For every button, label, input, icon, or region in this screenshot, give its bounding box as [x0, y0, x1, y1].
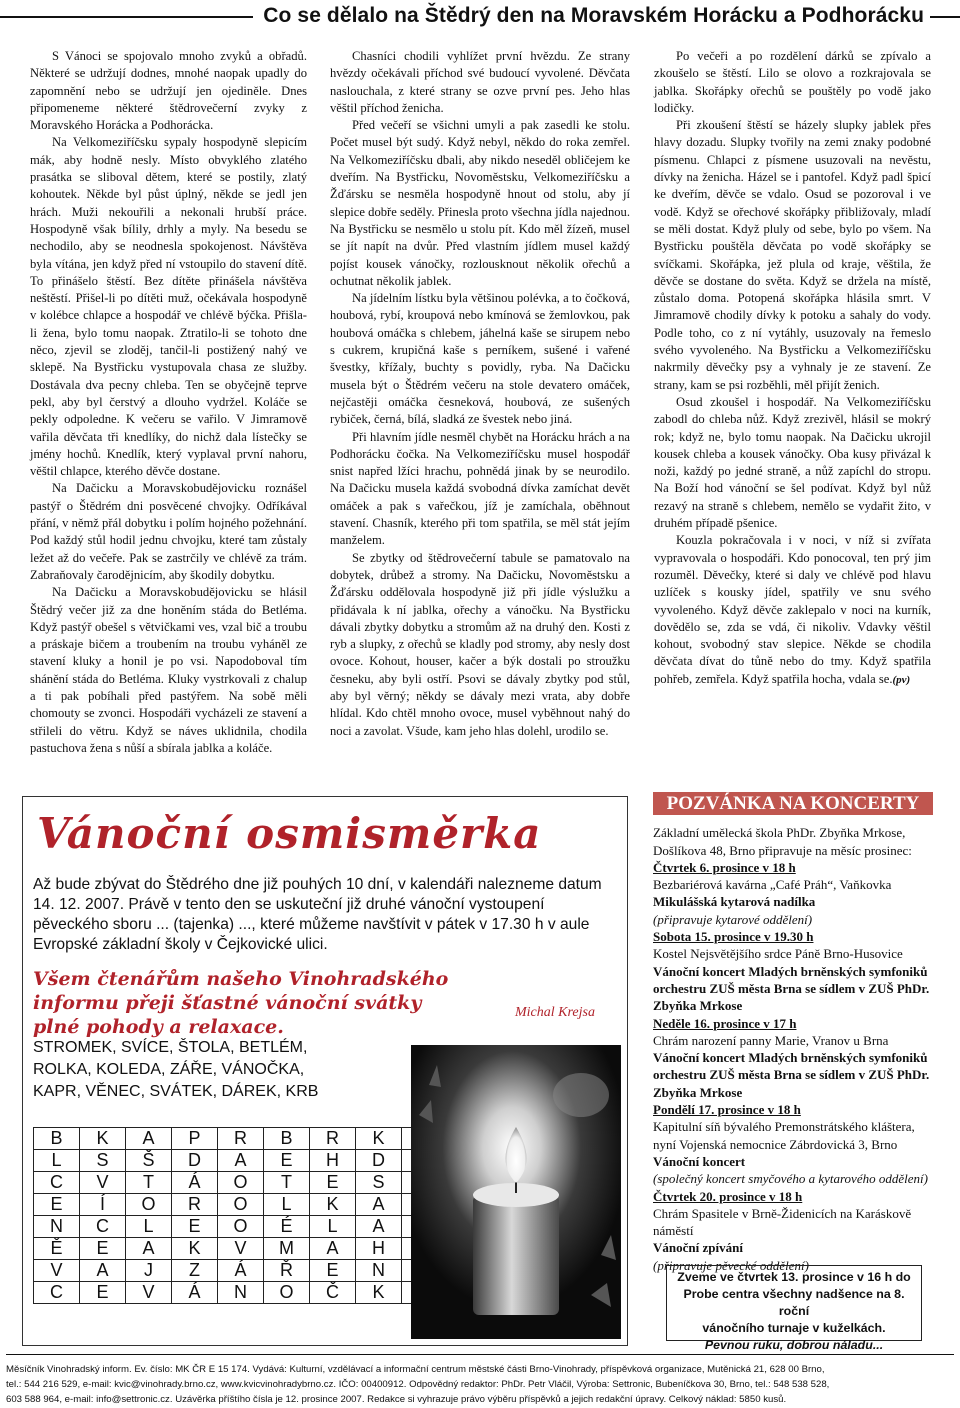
grid-cell: Č [310, 1282, 356, 1304]
grid-cell: R [172, 1194, 218, 1216]
grid-row [34, 1216, 448, 1238]
grid-cell: K [356, 1128, 402, 1150]
paragraph: Při hlavním jídle nesměl chybět na Horácku hrách a na Podhorácku čočka. Na Velkomeziříčsku musel hospodář snist napřed lžíci hrachu, pohnědá jinak by se neurodilo. Na Dačicku musela každá svobodná dívka zamíchat devět omáček a pak s vařečkou, jíž je zamíchala, oběhnout stavení. Chasník, kterého při tom spatřila, se měl stát jejím manželem. [330, 429, 630, 548]
grid-cell: H [356, 1238, 402, 1260]
word-search-intro: Až bude zbývat do Štědrého dne již pouhých 10 dní, v kalendáři nalezneme datum 14. 12. 2007. Právě v tento den se uskuteční již druhé vánoční vystoupení pěveckého sboru ... (tajenka) ..., které můžeme navštívit v pátek v 17.30 h v aule Evropské základní školy v Čejkovické ulici. [33, 876, 602, 953]
bowling-invitation [666, 1265, 922, 1352]
grid-cell: E [172, 1216, 218, 1238]
grid-cell: D [356, 1150, 402, 1172]
concerts-intro: Základní umělecká škola PhDr. Zbyňka Mrkose, Došlíkova 48, Brno připravuje na měsíc prosinec: [653, 825, 912, 858]
grid-cell: V [126, 1282, 172, 1304]
grid-cell: C [34, 1172, 80, 1194]
concert-title: Vánoční zpívání [653, 1240, 743, 1256]
concert-date: Neděle 16. prosince v 17 h [653, 1015, 797, 1031]
grid-row [34, 1172, 448, 1194]
candle-body [473, 1195, 559, 1315]
grid-cell: V [34, 1260, 80, 1282]
concert-place: Kapitulní síň bývalého Premonstrátského kláštera, nyní Vojenská nemocnice Zábrdovická 3, Brno [653, 1119, 915, 1152]
grid-cell: J [126, 1260, 172, 1282]
grid-cell: R [218, 1128, 264, 1150]
paragraph: Na Dačicku a Moravskobudějovicku roznášel pastýř o Štědrém dni posvěcené chvojky. Odříkával přání, v němž přál dobytku i polím hojného požehnání. Pod každý stůl hodil jednu chvojku, které tam zůstaly ležet až do večeře. Pak se zastrčily ve chlévě za trám. Zabraňovaly čarodějnicím, aby škodily dobytku. [30, 481, 308, 582]
grid-cell: A [356, 1216, 402, 1238]
paragraph: Na Dačicku a Moravskobudějovicku se hlásil Štědrý večer již za dne honěním stáda do Betléma. Když pastýř obešel s větvičkami ves, vzal bič a troubu a práskaje bičem a troubením na troubu vyháněl ze stavení kluky a honil je po vsi. Napodoboval tím shánění stáda do Betléma. Kluky vystrkovali z chalup a ti pak pobíhali před pastýřem. Na sobě měli chomouty se zvonci. Hospodáři vycházeli ze stavení a střileli do větru. Když se náves uklidnila, chodila pastuchova žena s nůší a sbírala jablka a koláče. [30, 585, 307, 755]
grid-cell: E [34, 1194, 80, 1216]
grid-cell: A [310, 1238, 356, 1260]
page-banner [0, 0, 960, 34]
grid-cell: S [356, 1172, 402, 1194]
concert-note: (společný koncert smyčového a kytarového oddělení) [653, 1171, 928, 1187]
imprint-footer [6, 1354, 954, 1407]
paragraph: Na Velkomeziříčsku sypaly hospodyně slepicím mák, aby hodně nesly. Místo obvyklého zlatého prasátka se sliboval dětem, které se postily, zlatý kohoutek. Někde byl půst úplný, někde se jedl jen hrách. Muži nekouřili a nekonali hrubší práce. Hospodyně však bílily, drhly a myly. Na besedu se nechodilo, aby se neodnesla spokojenost. Návštěva byla vítána, jen když před ní vstoupilo do stavení dítě. To přinášelo štěstí. Bez dítěte přinášela návštěva neštěstí. Přišel-li po dítěti muž, očekávala hospodyně v kolébce chlapce a hospodář ve chlévě býčka. Přišla-li žena, bylo tomu naopak. Ztratilo-li se tohoto dne něco, zjevil se zloděj, tančil-li postižený nahý ve sklepě. Na Bystřicku vystupovala chasa ze služby. Dostávala dva pecny chleba. Ten se obyčejně teprve pekl, aby byl čerstvý a dlouho vydržel. Koláče se pekly odpoledne. K večeru se vařilo. V Jimramově vařila děvčata tři knedlíky, do nichž dala lístečky se jmény hochů. Knedlík, který vyplaval první nahoru, věštil chlapce, kterého děvče dostane. [30, 135, 307, 479]
grid-cell: T [264, 1172, 310, 1194]
grid-cell: L [34, 1150, 80, 1172]
grid-cell: A [126, 1128, 172, 1150]
grid-row [34, 1260, 448, 1282]
grid-cell: C [34, 1282, 80, 1304]
grid-cell: A [356, 1194, 402, 1216]
concert-place: Bezbariérová kavárna „Café Práh“, Vaňkovka [653, 877, 892, 893]
grid-cell: É [264, 1216, 310, 1238]
paragraph: Na jídelním lístku byla většinou polévka, a to čočková, houbová, rybí, kroupová nebo kmínová se žemlovkou, pak houbová omáčka s chlebem, jáhelná kaše se sirupem nebo s cukrem, krupičná kaše s perníkem, sušené i vařené švestky, křížaly, buchty s povidly, ryba. Na Dačicku musela být o Štědrém večeru na stole devatero omáček, nejčastěji omáčka česneková, houbová, ze sušených rybiček, černá, bílá, sladká ze švestek nebo jiná. [330, 291, 630, 427]
paragraph: Po večeři a po rozdělení dárků se zpívalo a zkoušelo se štěstí. Lilo se olovo a rozkrajovala se jablka. Skořápky ořechů se pouštěly po vodě jako lodičky. [654, 49, 931, 115]
grid-cell: Á [218, 1260, 264, 1282]
grid-cell: L [126, 1216, 172, 1238]
grid-cell: K [356, 1282, 402, 1304]
concert-item [653, 1101, 933, 1187]
concert-place: Chrám Spasitele v Brně-Židenicích na Karáskově náměstí [653, 1205, 912, 1239]
paragraph: S Vánoci se spojovalo mnoho zvyků a obřadů. Některé se udržují dodnes, mnohé naopak upadly do zapomnění nebo se udržují jen ojediněle. Dnes připomeneme některé štědrovečerní zvyky z Moravského Horácka a Podhorácka. [30, 49, 307, 133]
grid-row [34, 1150, 448, 1172]
grid-cell: E [80, 1238, 126, 1260]
grid-cell: O [218, 1194, 264, 1216]
invitation-line: Zveme ve čtvrtek 13. prosince v 16 h do [677, 1270, 911, 1284]
invitation-line: vánočního turnaje v kuželkách. [702, 1321, 886, 1335]
footer-line: 603 588 964, e-mail: info@settronic.cz. Uzávěrka příštího čísla je 12. prosince 2007. Redakce si vyhrazuje právo výběru příspěvků a jejich redakční úpravy. Celkový náklad: 5850 kusů. [6, 1394, 787, 1405]
grid-cell: V [218, 1238, 264, 1260]
paragraph: Chasníci chodili vyhlížet první hvězdu. Ze strany hvězdy očekávali příchod své budoucí vyvolené. Děvčata naslouchala, z které strany se ozve první pes. Jeho hlas věštil příchod ženicha. [330, 49, 630, 115]
word-search-heading: Vánoční osmisměrka [37, 809, 542, 858]
grid-cell: C [80, 1216, 126, 1238]
grid-cell: E [80, 1282, 126, 1304]
concert-list [653, 859, 933, 1274]
concert-date: Čtvrtek 20. prosince v 18 h [653, 1188, 803, 1204]
article-column-2 [330, 48, 630, 740]
grid-cell: Z [172, 1260, 218, 1282]
grid-cell: L [264, 1194, 310, 1216]
paragraph: Při zkoušení štěstí se házely slupky jablek přes hlavy dozadu. Slupky tvořily na zemi znaky podobné písmenu. Chlapci z písmene usuzovali na nevěstu, dívky na ženicha. Házel se i pantofel. Když padl špicí ke dveřím, děvče se vdalo. Osud se pozoroval i ve vodě. Když se ořechové skořápky přibližovaly, mladí se měli dostat. Když pluly od sebe, bylo po všem. Na Bystřicku pouštěla děvčata po vodě skořápky se svíčkami. Skořápka, jež plula od kraje, věštila, že děvče se dostane do světa. Když se držela na místě, zůstalo doma. Potopená skořápka hlásila smrt. V Jimramově chodily dívky k potoku a sahaly do vody. Podle toho, co z ní vytáhly, usuzovaly na řemeslo svého vyvoleného. Na Bystřicku a Velkomeziříčsku nakrmily děvečky psy a vyhnaly je ze stavení. Ze strany, kam se psi rozběhli, měl přijít ženich. [654, 118, 931, 392]
holiday-wish: Všem čtenářům našeho Vinohradského informu přeji šťastné vánoční svátky plné pohody a relaxace. [33, 968, 449, 1038]
grid-cell: B [34, 1128, 80, 1150]
word-list: STROMEK, SVÍCE, ŠTOLA, BETLÉM, ROLKA, KOLEDA, ZÁŘE, VÁNOČKA, KAPR, VĚNEC, SVÁTEK, DÁREK, KRB [33, 1039, 319, 1100]
grid-cell: Í [80, 1194, 126, 1216]
grid-cell: Š [126, 1150, 172, 1172]
grid-cell: Ě [34, 1238, 80, 1260]
grid-cell: T [126, 1172, 172, 1194]
concert-title: Mikulášská kytarová nadílka [653, 894, 816, 910]
grid-cell: H [310, 1150, 356, 1172]
grid-cell: B [264, 1128, 310, 1150]
concert-title: Vánoční koncert [653, 1153, 746, 1169]
grid-cell: R [310, 1128, 356, 1150]
wish-author: Michal Krejsa [515, 1005, 595, 1020]
grid-row [34, 1128, 448, 1150]
grid-cell: S [80, 1150, 126, 1172]
article-column-3 [654, 48, 931, 689]
concert-date: Čtvrtek 6. prosince v 18 h [653, 859, 796, 875]
concert-place: Chrám narození panny Marie, Vranov u Brna [653, 1032, 889, 1048]
grid-cell: A [126, 1238, 172, 1260]
concert-item [653, 1188, 933, 1274]
grid-cell: P [172, 1128, 218, 1150]
paragraph: Před večeří se všichni umyli a pak zasedli ke stolu. Počet musel být sudý. Když nebyl, někdo do roka zemřel. Na Velkomeziříčsku dbali, aby nikdo neseděl obličejem ke dveřím. Na Bystřicku, Novoměstsku, Velkomeziříčsku a Žďársku se nesměla hospodyně hnout od stolu, aby jí slepice dobře seděly. Přinesla proto všechna jídla najednou. Na Bystřicku se nesmělo u stolu pít. Kdo měl žízeň, musel se jít napít na dvůr. Před vlastním jídlem musel každý pojíst kousek vánočky, rozlousknout několik ořechů a ochutnat několik jablek. [330, 118, 630, 288]
footer-line: tel.: 544 216 529, e-mail: kvic@vinohrady.brno.cz, www.kvicvinohradybrno.cz. IČO: 00400912. Odpovědný redaktor: PhDr. Petr Vláčil, Výroba: Settronic, Bubeníčkova 30, Brno, tel.: 548 538 528, [6, 1379, 830, 1390]
grid-cell: O [218, 1216, 264, 1238]
grid-cell: Á [172, 1282, 218, 1304]
letter-grid [33, 1127, 448, 1304]
grid-cell: Ř [264, 1260, 310, 1282]
grid-cell: O [218, 1172, 264, 1194]
concert-item [653, 859, 933, 928]
concert-date: Sobota 15. prosince v 19.30 h [653, 929, 814, 945]
grid-cell: O [126, 1194, 172, 1216]
grid-cell: E [310, 1260, 356, 1282]
grid-cell: E [264, 1150, 310, 1172]
grid-row [34, 1194, 448, 1216]
grid-cell: A [218, 1150, 264, 1172]
grid-row [34, 1282, 448, 1304]
grid-cell: E [310, 1172, 356, 1194]
grid-cell: N [218, 1282, 264, 1304]
paragraph: Se zbytky od štědrovečerní tabule se pamatovalo na dobytek, drůbež a stromy. Na Dačicku, Novoměstsku a Žďársku oddělovala hospodyně již při jídle výslužku a přidávala k ní jablka, ořechy a vánočku. Na Bystřicku dávali zbytky dobytku a stromům až na druhý den. Kosti z ryb a slupky, z ořechů se kladly pod stromy, aby nesly dost ovoce. Kohout, houser, kačer a býk dostali po stroužku česneku, aby byli ostří. Psovi se dávaly zbytky pod stůl, aby byl věrný; někdy se dávaly mezi vrata, aby dobře hlídal. Kdo chtěl mnoho ovoce, musel vyběhnout nahý do noci a zavolat. Všude, kam jeho hlas dolehl, urodilo se. [330, 550, 630, 738]
grid-cell: K [80, 1128, 126, 1150]
concert-item [653, 928, 933, 1014]
concerts-heading: POZVÁNKA NA KONCERTY [653, 792, 933, 815]
grid-cell: L [310, 1216, 356, 1238]
concert-title: Vánoční koncert Mladých brněnských symfoniků orchestru ZUŠ města Brna se sídlem v ZUŠ PhDr. Zbyňka Mrkose [653, 963, 930, 1014]
grid-cell: A [80, 1260, 126, 1282]
paragraph-text: Kouzla pokračovala i v noci, v níž si zvířata vypravovala o hospodáři. Kdo ponocoval, ten prý jim rozuměl. Děvečky, které si daly ve chlévě pod hlavu uzlíček s kousky jídel, spatřily ve snu svého vyvoleného. Když děvče zaklepalo v noci na kurník, dovědělo se, zda se vdá, či nikoliv. Vdavky věštil kohout, svobodný stav slepice. Někde se chodila děvčata dívat do tůně nebo do tmy. Když spatřila pohřeb, zemřela. Když spatřila hocha, vdala se. [654, 533, 931, 686]
grid-cell: Á [172, 1172, 218, 1194]
grid-cell: K [172, 1238, 218, 1260]
candle-photo [411, 1045, 621, 1339]
author-signature: (pv) [892, 673, 911, 686]
grid-cell: K [310, 1194, 356, 1216]
concerts-section [653, 792, 933, 1274]
invitation-line: Pevnou ruku, dobrou náladu... [704, 1338, 884, 1352]
grid-cell: M [264, 1238, 310, 1260]
concert-place: Kostel Nejsvětějšího srdce Páně Brno-Husovice [653, 946, 903, 962]
concert-item [653, 1015, 933, 1101]
concert-note: (připravuje kytarové oddělení) [653, 911, 813, 927]
paragraph: Osud zkoušel i hospodář. Na Velkomeziříčsku zabodl do chleba nůž. Když zrezivěl, hlásil se mokrý rok; když ne, bylo tomu naopak. Na Dačicku ukrojil kousek chleba a kousek vánočky. Oba kusy přivázal k noži, každý po jedné straně, a nůž zapíchl do stropu. Na Boží hod vánoční se šel podívat. Když byl nůž rezavý na straně s chlebem, nemělo se vydařit žito, v druhém případě pšenice. [654, 394, 931, 531]
footer-line: Měsíčník Vinohradský inform. Ev. číslo: MK ČR E 15 174. Vydává: Kulturní, vzdělávací a informační centrum městské části Brno-Vinohrady, příspěvková organizace, Mutěnická 21, 628 00 Brno, [6, 1364, 825, 1375]
invitation-line: Probe centra všechny nadšence na 8. roční [683, 1287, 905, 1318]
concert-note: (připravuje pěvecké oddělení) [653, 1257, 809, 1273]
concert-title: Vánoční koncert Mladých brněnských symfoniků orchestru ZUŠ města Brna se sídlem v ZUŠ PhDr. Zbyňka Mrkose [653, 1050, 930, 1100]
grid-row [34, 1238, 448, 1260]
paragraph [654, 532, 931, 689]
grid-cell: N [34, 1216, 80, 1238]
grid-cell: V [80, 1172, 126, 1194]
page-title: Co se dělalo na Štědrý den na Moravském Horácku a Podhorácku [253, 4, 930, 28]
word-search-box [22, 796, 628, 1346]
article-column-1 [30, 48, 307, 757]
concert-date: Pondělí 17. prosince v 18 h [653, 1102, 801, 1118]
grid-cell: N [356, 1260, 402, 1282]
grid-cell: D [172, 1150, 218, 1172]
background-candle [553, 1073, 609, 1117]
grid-cell: O [264, 1282, 310, 1304]
